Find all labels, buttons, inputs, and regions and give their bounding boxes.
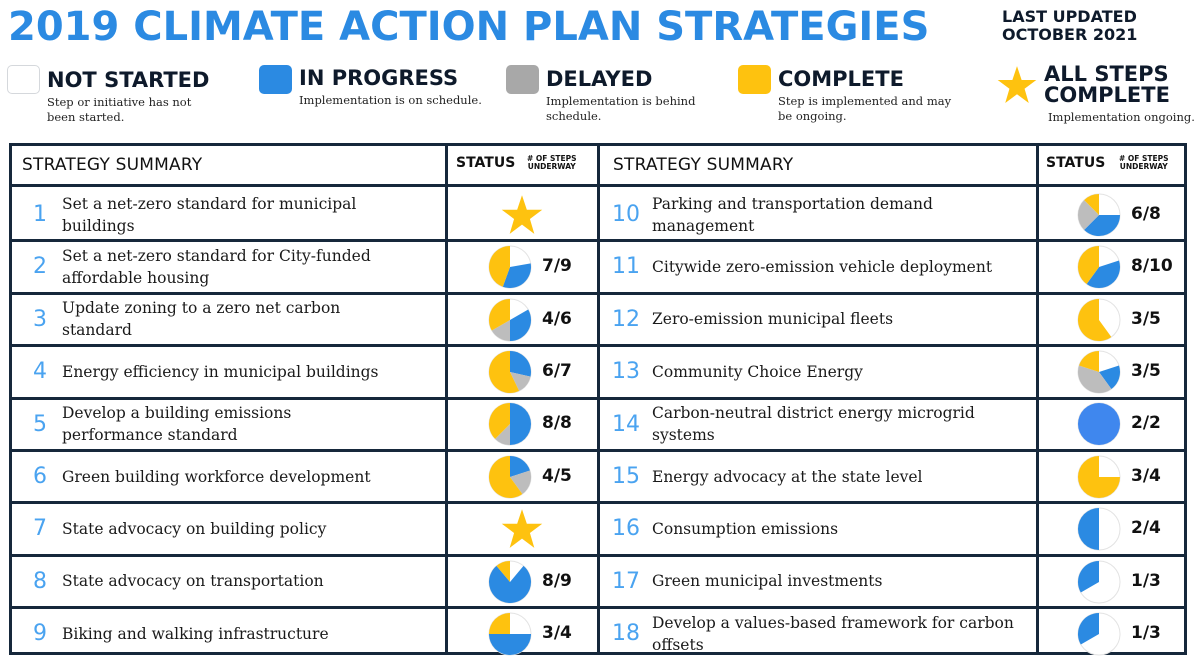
- strategy-description: Energy advocacy at the state level: [652, 467, 923, 486]
- strategy-description: Citywide zero-emission vehicle deployment: [652, 258, 993, 277]
- status-pie-chart: [488, 245, 532, 289]
- last-updated-label: LAST UPDATED: [1002, 7, 1137, 26]
- strategy-number: 18: [612, 621, 640, 647]
- star-icon: [996, 64, 1038, 106]
- steps-underway-count: 3/4: [542, 622, 572, 643]
- legend-label: DELAYED: [546, 67, 653, 91]
- steps-underway-count: 4/5: [542, 465, 572, 486]
- legend-desc: Implementation is behind schedule.: [546, 94, 696, 123]
- status-pie-chart: [488, 402, 532, 446]
- strategy-description: State advocacy on transportation: [62, 572, 324, 591]
- gray-square-icon: [506, 65, 539, 94]
- status-pie-chart: [1077, 507, 1121, 551]
- strategy-description: Develop a building emissions performance standard: [62, 404, 292, 445]
- strategy-description: Green municipal investments: [652, 572, 883, 591]
- status-pie-chart: [488, 455, 532, 499]
- steps-underway-count: 7/9: [542, 256, 572, 277]
- strategy-number: 15: [612, 464, 640, 489]
- strategy-description: Green building workforce development: [62, 467, 371, 486]
- status-pie-chart: [1077, 402, 1121, 446]
- header-status: STATUS: [1046, 155, 1106, 171]
- steps-underway-count: 1/3: [1131, 622, 1161, 643]
- strategy-description: State advocacy on building policy: [62, 520, 327, 539]
- strategy-description: Develop a values-based framework for carbon offsets: [652, 613, 1014, 654]
- strategy-number: 16: [612, 516, 640, 542]
- status-pie-chart: [488, 560, 532, 604]
- strategy-description: Community Choice Energy: [652, 362, 863, 381]
- star-icon: [500, 193, 544, 237]
- strategy-description: Biking and walking infrastructure: [62, 624, 329, 643]
- steps-underway-count: 3/4: [1131, 465, 1161, 486]
- status-pie-chart: [1077, 455, 1121, 499]
- steps-underway-count: 2/4: [1131, 518, 1161, 539]
- strategy-number: 3: [33, 306, 47, 332]
- yellow-square-icon: [738, 65, 771, 94]
- strategy-number: 14: [612, 411, 640, 437]
- strategy-number: 17: [612, 568, 640, 594]
- table-header-left: [12, 146, 1184, 187]
- strategy-number: 4: [33, 359, 47, 385]
- steps-underway-count: 3/5: [1131, 360, 1161, 381]
- header-steps-underway: # OF STEPS UNDERWAY: [1119, 154, 1169, 171]
- steps-underway-count: 6/8: [1131, 203, 1161, 224]
- strategy-number: 10: [612, 202, 640, 227]
- strategy-description: Parking and transportation demand management: [652, 194, 933, 235]
- strategy-description: Consumption emissions: [652, 520, 839, 539]
- steps-underway-count: 3/5: [1131, 308, 1161, 329]
- page-title: 2019 CLIMATE ACTION PLAN STRATEGIES: [8, 4, 930, 50]
- steps-underway-count: 4/6: [542, 308, 572, 329]
- header-strategy-summary: STRATEGY SUMMARY: [613, 155, 794, 175]
- steps-underway-count: 1/3: [1131, 570, 1161, 591]
- header-status: STATUS: [456, 155, 516, 171]
- header-strategy-summary: STRATEGY SUMMARY: [22, 155, 203, 175]
- steps-underway-count: 6/7: [542, 360, 572, 381]
- legend-desc: Step is implemented and may be ongoing.: [778, 94, 952, 123]
- strategy-number: 7: [33, 516, 47, 542]
- steps-underway-count: 8/9: [542, 570, 572, 591]
- strategy-number: 11: [612, 254, 640, 280]
- strategy-description: Energy efficiency in municipal buildings: [62, 362, 379, 381]
- steps-underway-count: 8/8: [542, 413, 572, 434]
- strategy-description: Update zoning to a zero net carbon standard: [62, 299, 341, 340]
- strategy-number: 1: [33, 202, 47, 227]
- legend-label: NOT STARTED: [47, 68, 210, 92]
- strategy-number: 12: [612, 306, 640, 332]
- strategy-number: 5: [33, 411, 47, 437]
- legend-label: COMPLETE: [778, 67, 904, 91]
- star-icon: [500, 507, 544, 551]
- strategy-description: Carbon-neutral district energy microgrid systems: [652, 404, 975, 445]
- status-pie-chart: [488, 350, 532, 394]
- strategy-description: Set a net-zero standard for City-funded affordable housing: [62, 247, 371, 288]
- strategy-number: 13: [612, 359, 640, 385]
- last-updated: [1002, 8, 1137, 44]
- legend-desc: Step or initiative has not been started.: [47, 95, 192, 124]
- steps-underway-count: 2/2: [1131, 413, 1161, 434]
- strategy-table: [9, 143, 1187, 655]
- status-pie-chart: [1077, 560, 1121, 604]
- strategy-description: Zero-emission municipal fleets: [652, 310, 894, 329]
- legend-label: ALL STEPS COMPLETE: [1044, 62, 1170, 107]
- strategy-number: 9: [33, 621, 47, 647]
- strategy-number: 8: [33, 568, 47, 594]
- status-pie-chart: [1077, 193, 1121, 237]
- header-steps-underway: # OF STEPS UNDERWAY: [527, 154, 577, 171]
- strategy-number: 6: [33, 464, 47, 489]
- blue-square-icon: [259, 65, 292, 94]
- white-square-icon: [7, 65, 40, 94]
- status-pie-chart: [1077, 612, 1121, 656]
- legend-desc: Implementation ongoing.: [1048, 110, 1195, 124]
- strategy-number: 2: [33, 254, 47, 280]
- status-pie-chart: [1077, 298, 1121, 342]
- strategy-description: Set a net-zero standard for municipal buildings: [62, 194, 357, 235]
- status-pie-chart: [1077, 245, 1121, 289]
- last-updated-date: OCTOBER 2021: [1002, 25, 1138, 44]
- legend-desc: Implementation is on schedule.: [299, 93, 482, 107]
- legend-label: IN PROGRESS: [299, 66, 459, 90]
- steps-underway-count: 8/10: [1131, 256, 1173, 277]
- status-pie-chart: [488, 612, 532, 656]
- status-pie-chart: [1077, 350, 1121, 394]
- status-pie-chart: [488, 298, 532, 342]
